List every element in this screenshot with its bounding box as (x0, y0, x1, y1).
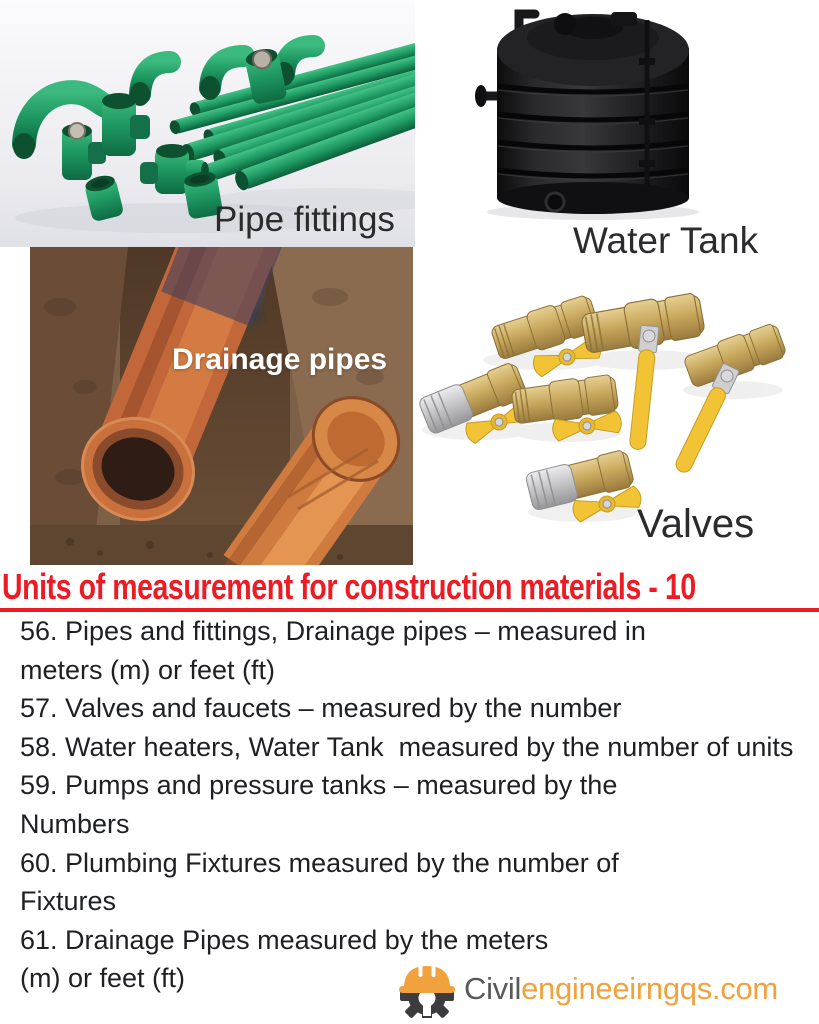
valves-photo (415, 260, 819, 566)
list-line: Fixtures (20, 886, 117, 917)
drainage-pipes-photo (30, 247, 413, 565)
pipe-fittings-label: Pipe fittings (214, 200, 395, 239)
water-tank-photo (415, 0, 819, 260)
drainage-pipes-label: Drainage pipes (172, 343, 388, 376)
drainage-pipes-illustration (30, 247, 413, 565)
valves-label: Valves (637, 502, 755, 546)
logo-prefix: Civil (464, 971, 522, 1006)
list-line: 60. Plumbing Fixtures measured by the number of (20, 847, 619, 878)
list-line: 58. Water heaters, Water Tank measured by the number of units (20, 731, 794, 762)
measurement-list (0, 612, 819, 998)
water-tank-label: Water Tank (573, 220, 759, 260)
list-line: Numbers (20, 808, 130, 839)
site-logo (396, 958, 778, 1020)
valves-illustration (415, 260, 819, 566)
hardhat-gear-icon (396, 960, 458, 1018)
list-line: 59. Pumps and pressure tanks – measured by the (20, 770, 618, 801)
logo-domain: engineeirngqs.com (521, 971, 778, 1006)
list-line: 57. Valves and faucets – measured by the number (20, 693, 622, 724)
list-line: 56. Pipes and fittings, Drainage pipes – measured in (20, 616, 646, 646)
list-line: 61. Drainage Pipes measured by the meters (20, 924, 549, 955)
logo-text (464, 971, 778, 1007)
pipe-fittings-photo (0, 0, 415, 247)
page-title: Units of measurement for construction materials - 10 (2, 566, 696, 607)
list-line: meters (m) or feet (ft) (20, 654, 276, 685)
list-line: (m) or feet (ft) (20, 963, 186, 994)
